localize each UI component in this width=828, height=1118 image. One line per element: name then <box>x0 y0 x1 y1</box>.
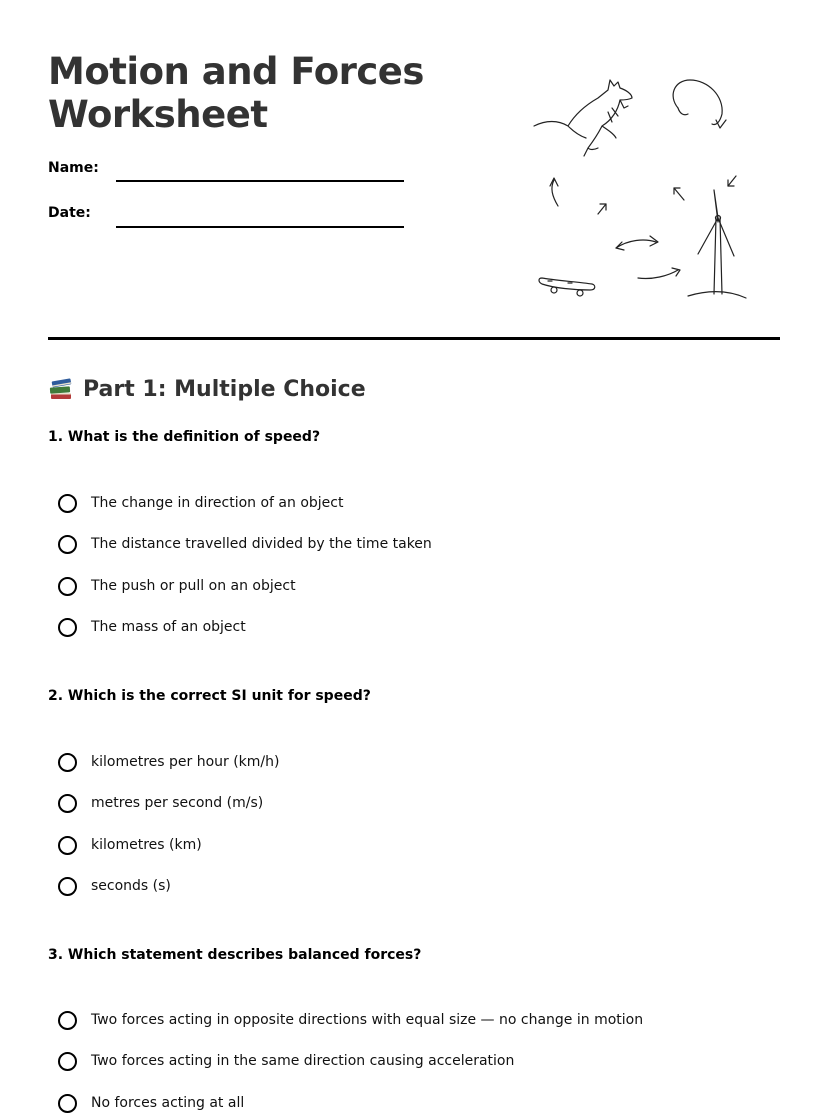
option-label: kilometres per hour (km/h) <box>91 754 280 770</box>
q1-option-2[interactable] <box>58 532 432 556</box>
radio-button[interactable] <box>58 618 77 637</box>
radio-button[interactable] <box>58 794 77 813</box>
q3-option-3[interactable] <box>58 1091 244 1115</box>
q2-option-3[interactable] <box>58 833 202 857</box>
option-label: The push or pull on an object <box>91 578 296 594</box>
radio-button[interactable] <box>58 1052 77 1071</box>
header-divider <box>48 337 780 340</box>
option-label: Two forces acting in opposite directions with equal size — no change in motion <box>91 1012 644 1028</box>
skateboard-icon <box>539 278 595 296</box>
radio-button[interactable] <box>58 753 77 772</box>
radio-button[interactable] <box>58 1011 77 1030</box>
q3-option-2[interactable] <box>58 1049 514 1073</box>
page-title: Motion and Forces Worksheet <box>48 50 424 136</box>
kangaroo-icon <box>534 80 632 156</box>
q1-option-3[interactable] <box>58 574 296 598</box>
part-1-heading <box>48 372 366 406</box>
question-2: 2. Which is the correct SI unit for speed? <box>48 688 371 704</box>
question-3: 3. Which statement describes balanced forces? <box>48 947 422 963</box>
motion-arrow-icon <box>550 176 736 279</box>
q2-option-1[interactable] <box>58 750 279 774</box>
q3-option-1[interactable] <box>58 1008 643 1032</box>
q2-option-4[interactable] <box>58 874 171 898</box>
radio-button[interactable] <box>58 836 77 855</box>
radio-button[interactable] <box>58 577 77 596</box>
q1-option-4[interactable] <box>58 615 246 639</box>
option-label: Two forces acting in the same direction causing acceleration <box>91 1053 515 1069</box>
q1-option-1[interactable] <box>58 491 343 515</box>
wind-turbine-icon <box>688 190 746 298</box>
name-field-line[interactable] <box>116 180 404 182</box>
radio-button[interactable] <box>58 1094 77 1113</box>
date-field-line[interactable] <box>116 226 404 228</box>
option-label: The change in direction of an object <box>91 495 344 511</box>
option-label: The mass of an object <box>91 619 246 635</box>
radio-button[interactable] <box>58 535 77 554</box>
radio-button[interactable] <box>58 494 77 513</box>
option-label: metres per second (m/s) <box>91 795 264 811</box>
option-label: kilometres (km) <box>91 837 202 853</box>
question-1: 1. What is the definition of speed? <box>48 429 321 445</box>
part-1-heading-text: Part 1: Multiple Choice <box>83 376 366 402</box>
name-label: Name: <box>48 160 99 176</box>
books-icon <box>48 376 74 402</box>
option-label: The distance travelled divided by the time taken <box>91 536 432 552</box>
motion-illustration <box>528 68 758 308</box>
radio-button[interactable] <box>58 877 77 896</box>
date-label: Date: <box>48 205 91 221</box>
q2-option-2[interactable] <box>58 791 263 815</box>
option-label: seconds (s) <box>91 878 171 894</box>
loop-arrow-icon <box>673 80 726 128</box>
option-label: No forces acting at all <box>91 1095 245 1111</box>
